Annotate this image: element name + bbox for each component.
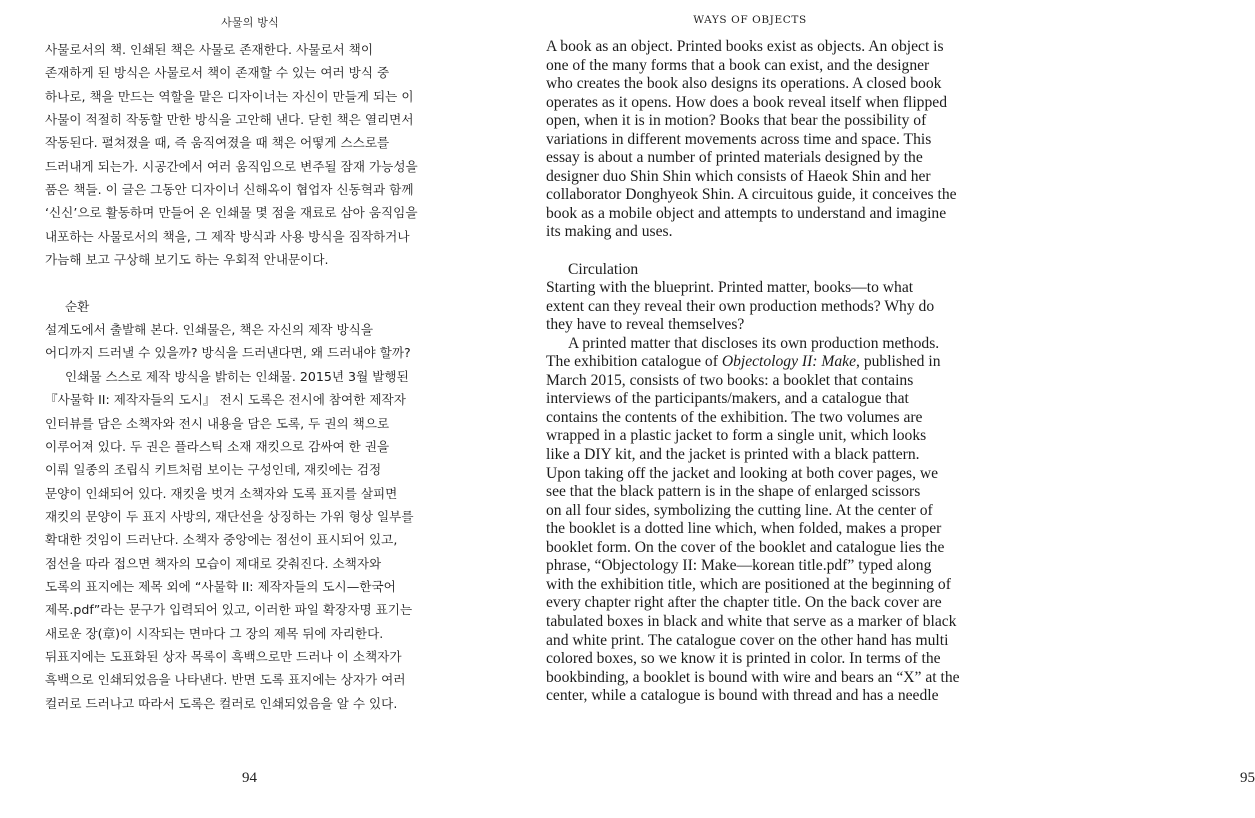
page-number-left: 94 bbox=[242, 770, 257, 786]
text-line: A book as an object. Printed books exist as objects. An object is bbox=[546, 38, 944, 55]
text-line: 뒤표지에는 도표화된 상자 목록이 흑백으로만 드러나 이 소책자가 bbox=[45, 648, 402, 664]
text-run: , published in bbox=[856, 353, 941, 371]
text-line: Starting with the blueprint. Printed matter, books—to what bbox=[546, 279, 914, 297]
text-line: every chapter right after the chapter title. On the back cover are bbox=[546, 594, 942, 612]
catalogue-title-italic: Objectology II: Make bbox=[721, 353, 857, 371]
text-line: tabulated boxes in black and white that serve as a marker of black bbox=[546, 612, 957, 630]
text-line: 존재하게 된 방식은 사물로서 책이 존재할 수 있는 여러 방식 중 bbox=[45, 65, 390, 81]
text-line: like a DIY kit, and the jacket is printed with a black pattern. bbox=[546, 446, 920, 464]
section-paragraph bbox=[45, 318, 467, 715]
text-line: see that the black pattern is in the shape of enlarged scissors bbox=[546, 483, 921, 501]
section-heading: Circulation bbox=[568, 260, 639, 278]
text-line: 사물이 적절히 작동할 만한 방식을 고안해 낸다. 닫힌 책은 열리면서 bbox=[45, 112, 414, 128]
text-line-catalogue bbox=[546, 353, 976, 372]
text-line: 『사물학 II: 제작자들의 도시』 전시 도록은 전시에 참여한 제작자 bbox=[45, 392, 406, 408]
text-line: ‘신신’으로 활동하며 만들어 온 인쇄물 몇 점을 재료로 삼아 움직임을 bbox=[45, 205, 418, 221]
text-line: on all four sides, symbolizing the cutting line. At the center of bbox=[546, 501, 933, 519]
left-page-korean bbox=[0, 0, 500, 818]
text-line: interviews of the participants/makers, and a catalogue that bbox=[546, 390, 909, 408]
text-line: variations in different movements across time and space. This bbox=[546, 130, 932, 148]
page-number-right: 95 bbox=[1240, 770, 1255, 786]
text-line: contains the contents of the exhibition. The two volumes are bbox=[546, 408, 923, 426]
text-line: 인터뷰를 담은 소책자와 전시 내용을 담은 도록, 두 권의 책으로 bbox=[45, 415, 390, 431]
text-line: 새로운 장(章)이 시작되는 면마다 그 장의 제목 뒤에 자리한다. bbox=[45, 625, 384, 641]
text-line: 점선을 따라 접으면 책자의 모습이 제대로 갖춰진다. 소책자와 bbox=[45, 555, 382, 571]
text-line: 품은 책들. 이 글은 그동안 디자이너 신해옥이 협업자 신동혁과 함께 bbox=[45, 182, 414, 198]
text-line: phrase, “Objectology II: Make—korean title.pdf” typed along bbox=[546, 557, 932, 575]
text-line: 하나로, 책을 만드는 역할을 맡은 디자이너는 자신이 만들게 되는 이 bbox=[45, 88, 414, 104]
running-head-right: WAYS OF OBJECTS bbox=[693, 14, 807, 26]
text-line: 문양이 인쇄되어 있다. 재킷을 벗겨 소책자와 도록 표지를 살피면 bbox=[45, 485, 398, 501]
text-line: March 2015, consists of two books: a booklet that contains bbox=[546, 371, 914, 389]
text-line: 가늠해 보고 구상해 보기도 하는 우회적 안내문이다. bbox=[45, 252, 329, 268]
text-line: book as a mobile object and attempts to understand and imagine bbox=[546, 204, 947, 222]
text-run: The exhibition catalogue of bbox=[546, 353, 722, 371]
text-line: 컬러로 드러나고 따라서 도록은 컬러로 인쇄되었음을 알 수 있다. bbox=[45, 695, 398, 711]
text-line: 드러내게 되는가. 시공간에서 여러 움직임으로 변주될 잠재 가능성을 bbox=[45, 158, 418, 174]
text-line: 작동된다. 펼쳐졌을 때, 즉 움직여졌을 때 책은 어떻게 스스로를 bbox=[45, 135, 390, 151]
text-line: colored boxes, so we know it is printed in color. In terms of the bbox=[546, 650, 941, 668]
intro-paragraph bbox=[546, 38, 976, 242]
english-text-body bbox=[546, 38, 976, 706]
text-line-indented: A printed matter that discloses its own production methods. bbox=[568, 334, 940, 352]
text-line: 이뤄 일종의 조립식 키트처럼 보이는 구성인데, 재킷에는 검정 bbox=[45, 462, 382, 478]
section-paragraph bbox=[546, 279, 976, 706]
section-heading: 순환 bbox=[65, 298, 90, 314]
text-line-indented: 인쇄물 스스로 제작 방식을 밝히는 인쇄물. 2015년 3월 발행된 bbox=[65, 368, 409, 384]
text-line: wrapped in a plastic jacket to form a single unit, which looks bbox=[546, 427, 927, 445]
text-line: 흑백으로 인쇄되었음을 나타낸다. 반면 도록 표지에는 상자가 여러 bbox=[45, 672, 406, 688]
text-line: extent can they reveal their own production methods? Why do bbox=[546, 297, 935, 315]
text-line: essay is about a number of printed materials designed by the bbox=[546, 149, 923, 167]
text-line: 제목.pdf”라는 문구가 입력되어 있고, 이러한 파일 확장자명 표기는 bbox=[45, 602, 413, 618]
text-line: 사물로서의 책. 인쇄된 책은 사물로 존재한다. 사물로서 책이 bbox=[45, 42, 374, 57]
text-line: Upon taking off the jacket and looking at both cover pages, we bbox=[546, 464, 939, 482]
korean-text-body bbox=[45, 38, 467, 715]
text-line: collaborator Donghyeok Shin. A circuitous guide, it conceives the bbox=[546, 186, 957, 204]
text-line: the booklet is a dotted line which, when folded, makes a proper bbox=[546, 520, 942, 538]
text-line: one of the many forms that a book can exist, and the designer bbox=[546, 56, 930, 74]
text-line: 설계도에서 출발해 본다. 인쇄물은, 책은 자신의 제작 방식을 bbox=[45, 322, 374, 338]
text-line: booklet form. On the cover of the booklet and catalogue lies the bbox=[546, 538, 945, 556]
text-line: 내포하는 사물로서의 책을, 그 제작 방식과 사용 방식을 짐작하거나 bbox=[45, 228, 410, 244]
text-line: 이루어져 있다. 두 권은 플라스틱 소재 재킷으로 감싸여 한 권을 bbox=[45, 438, 390, 454]
text-line: its making and uses. bbox=[546, 223, 673, 241]
text-line: 어디까지 드러낼 수 있을까? 방식을 드러낸다면, 왜 드러내야 할까? bbox=[45, 345, 411, 361]
text-line: 확대한 것임이 드러난다. 소책자 중앙에는 점선이 표시되어 있고, bbox=[45, 532, 398, 548]
running-head-left: 사물의 방식 bbox=[221, 16, 279, 29]
text-line: bookbinding, a booklet is bound with wire and bears an “X” at the bbox=[546, 668, 960, 686]
text-line: and white print. The catalogue cover on the other hand has multi bbox=[546, 631, 949, 649]
text-line: 도록의 표지에는 제목 외에 “사물학 II: 제작자들의 도시—한국어 bbox=[45, 578, 396, 594]
text-line: designer duo Shin Shin which consists of Haeok Shin and her bbox=[546, 167, 931, 185]
text-line: who creates the book also designs its operations. A closed book bbox=[546, 75, 942, 93]
text-line: they have to reveal themselves? bbox=[546, 316, 745, 334]
text-line: operates as it opens. How does a book reveal itself when flipped bbox=[546, 93, 947, 111]
text-line: with the exhibition title, which are positioned at the beginning of bbox=[546, 575, 951, 593]
text-line: 재킷의 문양이 두 표지 사방의, 재단선을 상징하는 가위 형상 일부를 bbox=[45, 508, 414, 524]
intro-paragraph bbox=[45, 38, 467, 271]
text-line: open, when it is in motion? Books that bear the possibility of bbox=[546, 112, 927, 130]
text-line: center, while a catalogue is bound with thread and has a needle bbox=[546, 687, 939, 705]
